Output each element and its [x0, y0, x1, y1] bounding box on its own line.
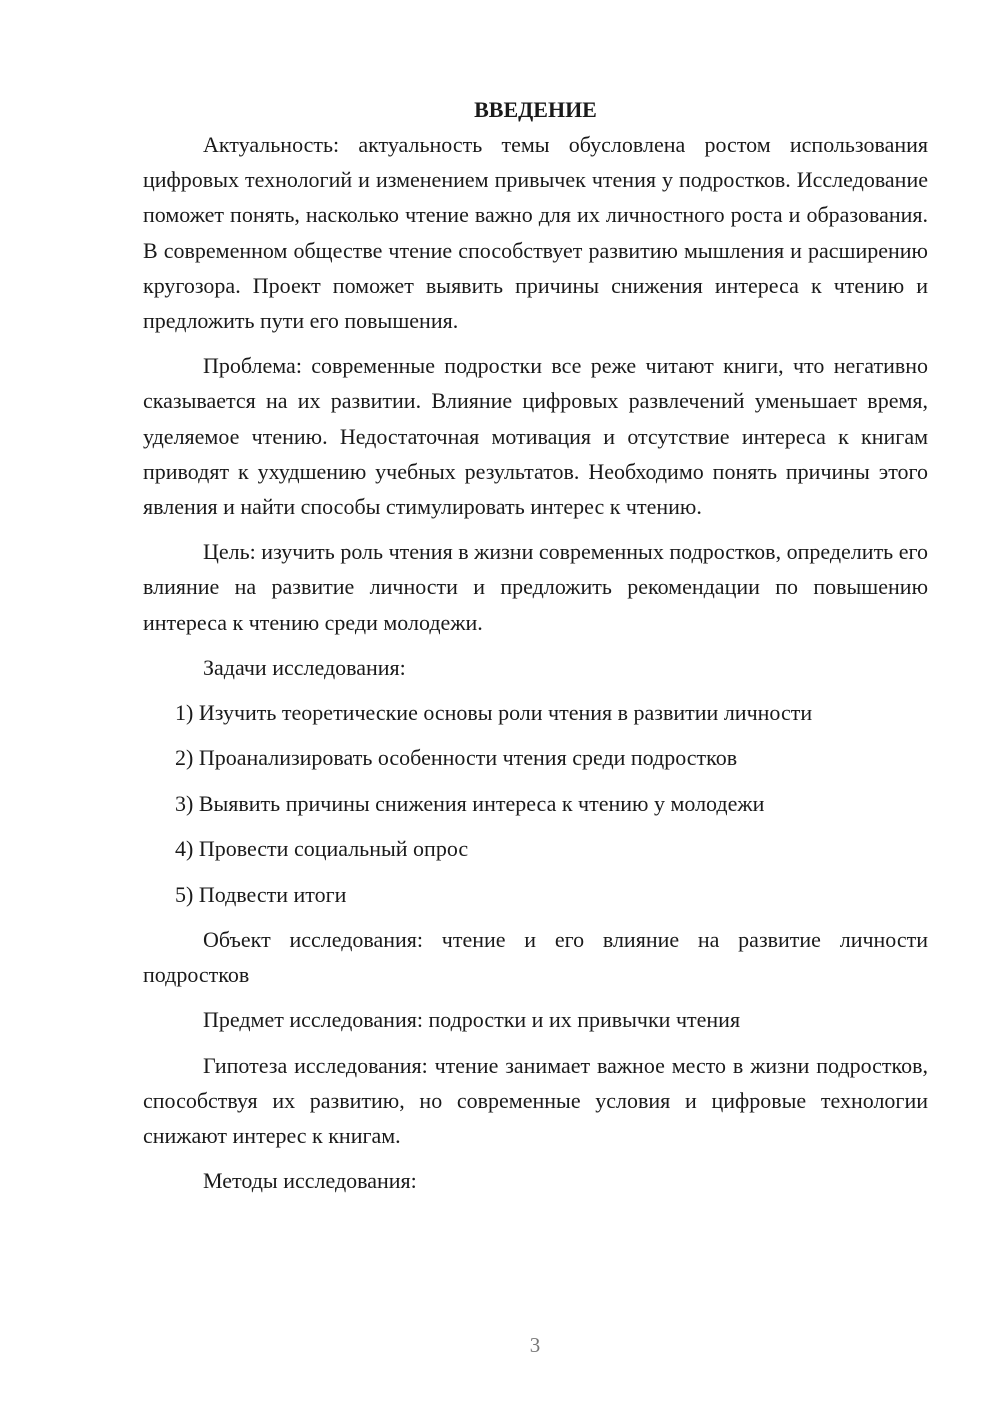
paragraph-subject: Предмет исследования: подростки и их привычки чтения — [203, 1007, 741, 1033]
task-item-3: 3) Выявить причины снижения интереса к чтению у молодежи — [175, 790, 765, 816]
paragraph-problem: Проблема: современные подростки все реже читают книги, что негативно сказывается на их развитии. Влияние цифровых развлечений уменьшает время, уделяемое чтению. Недостаточная мотивация и отсутствие интереса к книгам приводят к ухудшению учебных результатов. Необходимо понять причины этого явления и найти способы стимулировать интерес к чтению. — [143, 353, 928, 520]
paragraph-object: Объект исследования: чтение и его влияние на развитие личности подростков — [143, 927, 928, 988]
page-number: 3 — [529, 1333, 541, 1357]
paragraph-goal: Цель: изучить роль чтения в жизни современных подростков, определить его влияние на развитие личности и предложить рекомендации по повышению интереса к чтению среди молодежи. — [143, 539, 928, 635]
task-item-4: 4) Провести социальный опрос — [175, 836, 469, 862]
tasks-heading: Задачи исследования: — [203, 654, 406, 680]
page-title: ВВЕДЕНИЕ — [474, 97, 597, 122]
task-item-1: 1) Изучить теоретические основы роли чтения в развитии личности — [175, 700, 813, 726]
tasks-list — [143, 695, 928, 912]
methods-heading: Методы исследования: — [203, 1168, 417, 1194]
task-item-5: 5) Подвести итоги — [175, 881, 347, 907]
page-content — [143, 92, 928, 1208]
paragraph-hypothesis: Гипотеза исследования: чтение занимает важное место в жизни подростков, способствуя их развитию, но современные условия и цифровые технологии снижают интерес к книгам. — [143, 1052, 928, 1149]
paragraph-relevance: Актуальность: актуальность темы обусловлена ростом использования цифровых технологий и изменением привычек чтения у подростков. Исследование поможет понять, насколько чтение важно для их личностного роста и образования. В современном обществе чтение способствует развитию мышления и расширению кругозора. Проект поможет выявить причины снижения интереса к чтению и предложить пути его повышения. — [143, 132, 928, 334]
task-item-2: 2) Проанализировать особенности чтения среди подростков — [175, 745, 738, 771]
